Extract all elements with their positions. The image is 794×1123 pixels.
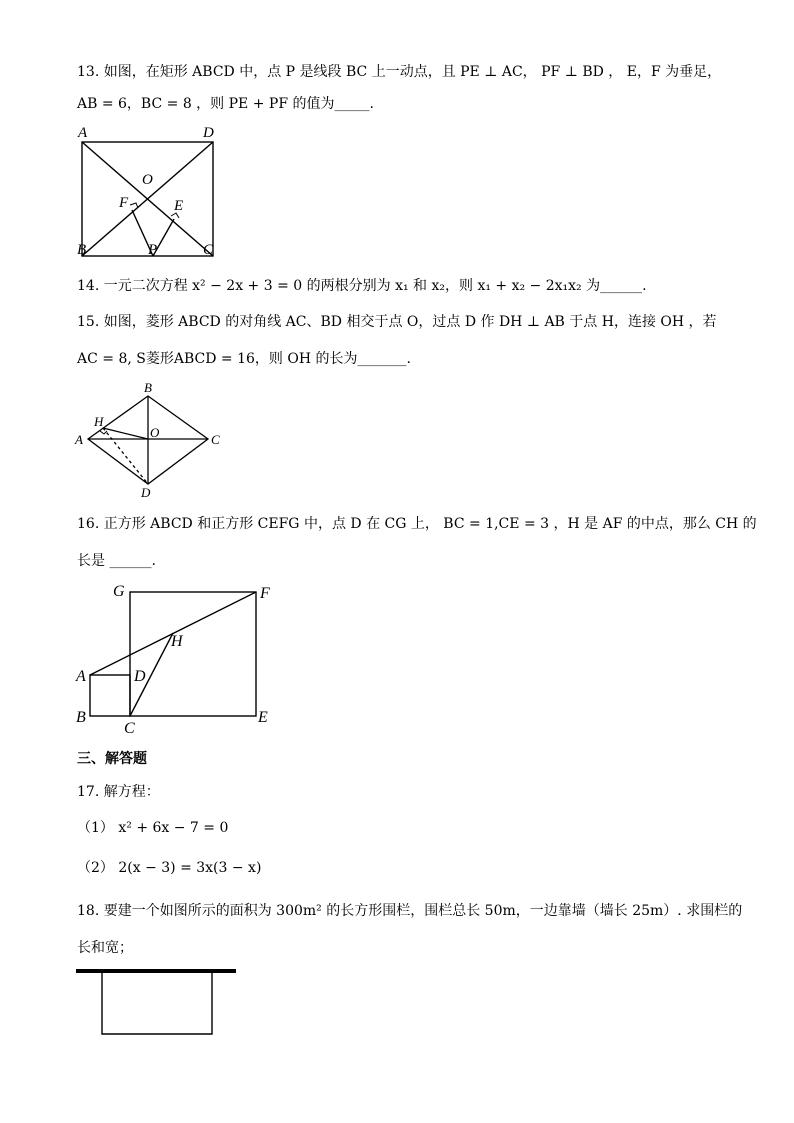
q18-text-line1: 18. 要建一个如图所示的面积为 300m² 的长方形围栏，围栏总长 50m，一边靠墙（墙长 25m）. 求围栏的 bbox=[77, 903, 743, 919]
q13-label-b: B bbox=[77, 242, 87, 258]
q13-text-line2: AB = 6，BC = 8 ，则 PE + PF 的值为_____. bbox=[77, 96, 374, 112]
q18-fence bbox=[102, 972, 212, 1034]
q16-label-e: E bbox=[258, 709, 268, 726]
q16-square-abcd bbox=[90, 675, 130, 716]
q16-label-h: H bbox=[171, 633, 183, 650]
q14-text-line1: 14. 一元二次方程 x² − 2x + 3 = 0 的两根分别为 x₁ 和 x₂，则 x₁ + x₂ − 2x₁x₂ 为______. bbox=[77, 278, 647, 294]
q15-label-c: C bbox=[211, 432, 220, 447]
q13-label-a: A bbox=[78, 125, 88, 141]
q13-label-f: F bbox=[119, 195, 129, 211]
q15-label-d: D bbox=[141, 485, 151, 500]
q16-label-b: B bbox=[76, 709, 86, 726]
q13-label-p: P bbox=[148, 242, 158, 258]
q16-label-g: G bbox=[113, 583, 125, 600]
q15-label-a: A bbox=[75, 432, 83, 447]
q13-label-d: D bbox=[203, 125, 214, 141]
q17-title: 17. 解方程： bbox=[77, 784, 160, 800]
section3-heading: 三、解答题 bbox=[77, 751, 147, 767]
q15-label-h: H bbox=[94, 414, 104, 429]
q16-label-d: D bbox=[134, 668, 146, 685]
q16-text-line1: 16. 正方形 ABCD 和正方形 CEFG 中，点 D 在 CG 上， BC = 1,CE = 3 ，H 是 AF 的中点，那么 CH 的 bbox=[77, 516, 757, 532]
q15-label-o: O bbox=[150, 425, 160, 440]
q15-text-line1: 15. 如图，菱形 ABCD 的对角线 AC、BD 相交于点 O，过点 D 作 DH ⊥ AB 于点 H，连接 OH ，若 bbox=[77, 314, 717, 330]
q16-squares-figure bbox=[74, 578, 284, 738]
q15-rhombus-figure bbox=[74, 380, 234, 505]
q13-label-o: O bbox=[142, 172, 153, 188]
q13-text-line1: 13. 如图，在矩形 ABCD 中，点 P 是线段 BC 上一动点，且 PE ⊥ AC， PF ⊥ BD ， E，F 为垂足， bbox=[77, 64, 722, 80]
q13-rectangle-figure bbox=[75, 124, 235, 264]
q15-label-b: B bbox=[144, 380, 152, 395]
q13-label-e: E bbox=[174, 198, 184, 214]
q18-fence-figure bbox=[76, 966, 238, 1038]
q16-text-line2: 长是 ______. bbox=[77, 553, 156, 569]
q15-segment-oh bbox=[103, 428, 148, 439]
q16-label-a: A bbox=[76, 668, 86, 685]
q13-label-c: C bbox=[203, 242, 214, 258]
q17-part1: （1） x² + 6x − 7 = 0 bbox=[77, 820, 229, 836]
q16-label-c: C bbox=[124, 720, 135, 737]
q16-label-f: F bbox=[260, 585, 270, 602]
q17-part2: （2） 2(x − 3) = 3x(3 − x) bbox=[77, 860, 262, 876]
q16-square-cefg bbox=[130, 592, 256, 716]
q18-text-line2: 长和宽； bbox=[77, 940, 133, 956]
q15-text-line2: AC = 8, S菱形ABCD = 16，则 OH 的长为_______. bbox=[77, 351, 411, 367]
